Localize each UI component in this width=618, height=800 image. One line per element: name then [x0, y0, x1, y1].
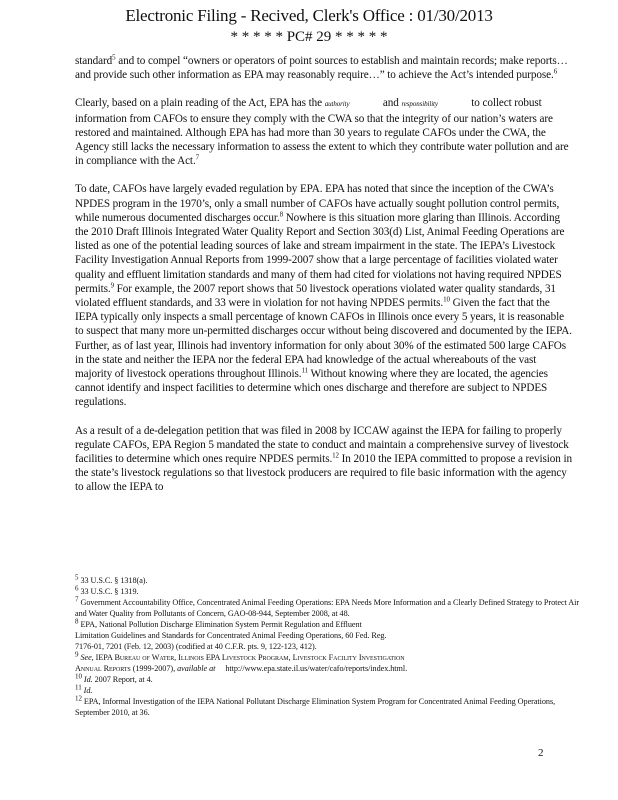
p1-text-b: and to compel “owners or operators of point sources to establish and maintain records; make reports…and provide such other information as EPA may reasonably require…” to achieve the Act’s intended purpose.	[75, 55, 568, 82]
body-text	[75, 54, 575, 495]
footnote-7-text: Government Accountability Office, Concentrated Animal Feeding Operations: EPA Needs More Information and a Clearly Defined Strategy to Protect Air and Water Quality from Pollutants of Concern, GAO-08-944, September 2008, at 48.	[75, 598, 580, 618]
footnote-8-cont2	[75, 641, 585, 652]
footnote-6-text: 33 U.S.C. § 1319.	[80, 587, 139, 596]
p2-word-authority: authority	[324, 100, 350, 109]
footnote-9-see: See	[80, 653, 92, 662]
footnote-8-line-3: 7176-01, 7201 (Feb. 12, 2003) (codified at 40 C.F.R. pts. 9, 122-123, 412).	[75, 642, 317, 651]
footnote-9-reports: Annual Reports (1999-2007),	[75, 664, 176, 673]
footnote-ref-6: 6	[553, 67, 558, 76]
p3-text-d: Given the fact that the IEPA typically only inspects a small percentage of known CAFOs in Illinois once every 5 years, it is reasonable to suspect that many more un-permitted discharges occur without being discovered and documented by the IEPA. Further, as of last year, Illinois had inventory information for only about 30% of the estimated 500 large CAFOs in the state and neither the IEPA nor the federal EPA had knowledge of the actual whereabouts of the vast majority of livestock operations throughout Illinois.	[75, 297, 572, 381]
p2-text-a: Clearly, based on a plain reading of the Act, EPA has the	[75, 97, 322, 110]
paragraph-1	[75, 54, 575, 82]
footnotes	[75, 575, 585, 718]
p2-word-responsibility: responsibility	[401, 100, 438, 109]
footnote-10-text: 2007 Report, at 4.	[94, 675, 153, 684]
p3-text-a: To date, CAFOs have largely evaded regulation by EPA. EPA has noted that since the inception of the CWA’s NPDES program in the 1970’s, only a small number of CAFOs have actually sought pollution control permits, while numerous documented discharges occur.	[75, 183, 560, 224]
p3-text-c: For example, the 2007 report shows that 50 livestock operations violated water quality standards, 31 violated effluent standards, and 33 were in violation for not having NPDES permits.	[75, 282, 556, 310]
footnote-8-cont	[75, 630, 585, 641]
footnote-ref-5: 5	[112, 53, 116, 62]
paragraph-2	[75, 96, 575, 168]
p3-text-e: Without knowing where they are located, the agencies cannot identify and inspect facilities to determine which ones discharge and therefore are subject to NPDES regulations.	[75, 368, 548, 409]
page-number: 2	[538, 747, 544, 759]
footnote-10	[75, 674, 585, 685]
footnote-6	[75, 586, 585, 597]
footnote-num-6: 6	[75, 584, 79, 593]
footnote-5-text: 33 U.S.C. § 1318(a).	[80, 576, 148, 585]
paragraph-4	[75, 424, 575, 495]
footnote-num-5: 5	[75, 573, 79, 582]
footnote-ref-10: 10	[443, 295, 450, 304]
footnote-num-8: 8	[75, 617, 79, 626]
footnote-num-11: 11	[75, 683, 82, 692]
footnote-8-line-1: EPA, National Pollution Discharge Elimination System Permit Regulation and Effluent	[80, 620, 362, 629]
footnote-ref-11: 11	[301, 366, 309, 375]
footnote-11-text: Id.	[83, 686, 93, 695]
footnote-num-12: 12	[75, 694, 82, 703]
footnote-11	[75, 685, 585, 696]
footnote-num-10: 10	[75, 672, 82, 681]
p3-text-b: Nowhere is this situation more glaring than Illinois. According the 2010 Draft Illinois Integrated Water Quality Report and Section 303(d) List, Animal Feeding Operations are listed as one of the potential leading sources of lake and stream impairment in the state. The IEPA’s Livestock Facility Investigation Annual Reports from 1999-2007 show that a large percentage of facilities violated water quality and effluent limitation standards and many of them had cited for violations not having required NPDES permits.	[75, 211, 565, 295]
p4-text-a: As a result of a de-delegation petition that was filed in 2008 by ICCAW against the IEPA for failing to properly regulate CAFOs, EPA Region 5 mandated the state to conduct and maintain a comprehensive survey of livestock facilities to determine which ones require NPDES permits.	[75, 424, 569, 466]
p2-text-and: and	[382, 97, 399, 110]
footnote-9-available: available at	[177, 664, 216, 673]
p2-text-c: to collect robust information from CAFOs to ensure they comply with the CWA so that the integrity of our nation’s waters are restored and maintained. Although EPA has had more than 30 years to regulate CAFOs under the CWA, the Agency still lacks the necessary information to assess the extent to which they contribute water pollution and are in compliance with the Act.	[75, 97, 569, 168]
filing-header	[0, 6, 618, 46]
filing-title: Electronic Filing - Recived, Clerk's Office : 01/30/2013	[125, 6, 493, 25]
footnote-7	[75, 597, 585, 619]
footnote-8-line-2: Limitation Guidelines and Standards for Concentrated Animal Feeding Operations, 60 Fed. Reg.	[75, 631, 387, 640]
footnote-9	[75, 652, 585, 663]
footnote-ref-7: 7	[195, 153, 200, 162]
footnote-9-cont	[75, 663, 585, 674]
footnote-12	[75, 696, 585, 718]
footnote-10-id: Id.	[83, 675, 93, 684]
footnote-12-text: EPA, Informal Investigation of the IEPA National Pollutant Discharge Elimination System Program for Concentrated Animal Feeding Operations, September 2010, at 36.	[75, 697, 556, 717]
footnote-num-7: 7	[75, 595, 79, 604]
paragraph-3	[75, 182, 575, 409]
footnote-5	[75, 575, 585, 586]
footnote-num-9: 9	[75, 650, 79, 659]
p1-text-a: standard	[75, 55, 113, 67]
footnote-9-source: , IEPA Bureau of Water, Illinois EPA Livestock Program, Livestock Facility Investigation	[91, 653, 405, 662]
footnote-ref-12: 12	[332, 451, 339, 460]
footnote-8	[75, 619, 585, 630]
footnote-ref-8: 8	[279, 210, 283, 219]
footnote-9-url-link[interactable]: http://www.epa.state.il.us/water/cafo/reports/index.html.	[225, 664, 408, 673]
footnote-ref-9: 9	[110, 281, 114, 290]
pc-number: * * * * * PC# 29 * * * * *	[230, 29, 388, 45]
p4-text-b: In 2010 the IEPA committed to propose a revision in the state’s livestock regulations so that livestock producers are required to file basic information with the agency to allow the IEPA to	[75, 453, 572, 494]
